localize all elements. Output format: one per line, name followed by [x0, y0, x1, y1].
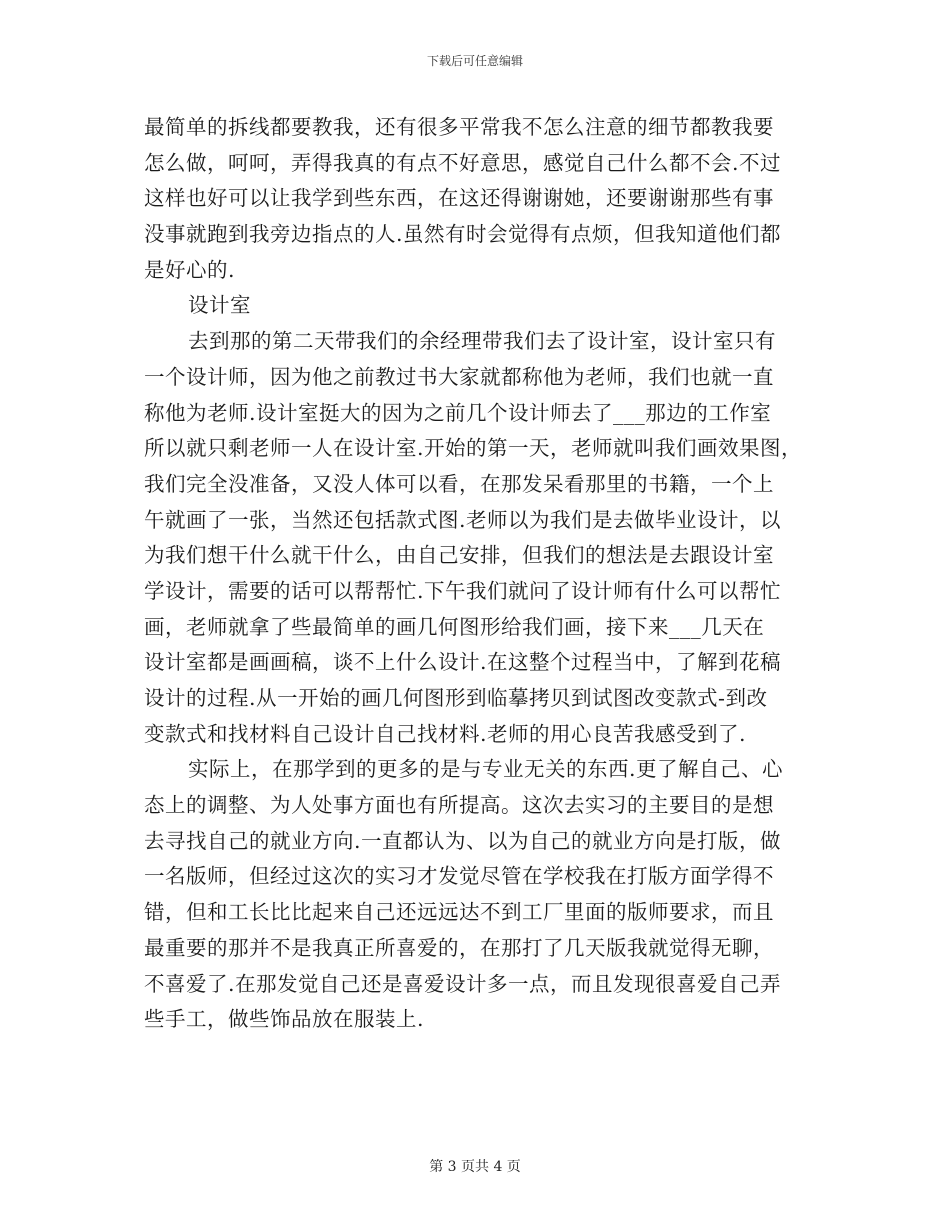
- text-line: 设计的过程.从一开始的画几何图形到临摹拷贝到试图改变款式-到改: [144, 686, 768, 710]
- text-line: 没事就跑到我旁边指点的人.虽然有时会觉得有点烦，但我知道他们都: [144, 222, 782, 247]
- text-line: 去到那的第二天带我们的余经理带我们去了设计室，设计室只有: [188, 329, 776, 354]
- text-line: 态上的调整、为人处事方面也有所提高。这次去实习的主要目的是想: [144, 793, 774, 818]
- text-line: 变款式和找材料自己设计自己找材料.老师的用心良苦我感受到了.: [144, 721, 747, 746]
- section-heading: 设计室: [188, 293, 251, 318]
- text-line: 去寻找自己的就业方向.一直都认为、以为自己的就业方向是打版，做: [144, 828, 782, 853]
- text-line: 设计室都是画画稿，谈不上什么设计.在这整个过程当中，了解到花稿: [144, 650, 782, 675]
- text-line: 一名版师，但经过这次的实习才发觉尽管在学校我在打版方面学得不: [144, 864, 774, 889]
- text-line: 实际上，在那学到的更多的是与专业无关的东西.更了解自己、心: [188, 757, 784, 782]
- page-number: 第 3 页共 4 页: [429, 1159, 521, 1175]
- text-line: 最重要的那并不是我真正所喜爱的，在那打了几天版我就觉得无聊，: [144, 935, 774, 960]
- text-line: 画，老师就拿了些最简单的画几何图形给我们画，接下来___几天在: [144, 614, 765, 639]
- text-line: 错，但和工长比比起来自己还远远达不到工厂里面的版师要求，而且: [144, 900, 774, 925]
- page-header: 下载后可任意编辑: [426, 54, 523, 68]
- text-line: 不喜爱了.在那发觉自己还是喜爱设计多一点，而且发现很喜爱自己弄: [144, 971, 782, 996]
- text-line: 学设计，需要的话可以帮帮忙.下午我们就问了设计师有什么可以帮忙: [144, 578, 782, 603]
- text-line: 为我们想干什么就干什么，由自己安排，但我们的想法是去跟设计室: [144, 543, 774, 568]
- text-line: 所以就只剩老师一人在设计室.开始的第一天，老师就叫我们画效果图，: [144, 436, 803, 461]
- text-line: 我们完全没准备，又没人体可以看，在那发呆看那里的书籍，一个上: [144, 471, 774, 496]
- text-line: 是好心的.: [144, 257, 236, 282]
- document-body: [144, 110, 814, 1038]
- text-line: 一个设计师，因为他之前教过书大家就都称他为老师，我们也就一直: [144, 364, 774, 389]
- text-line: 称他为老师.设计室挺大的因为之前几个设计师去了___那边的工作室: [144, 400, 772, 425]
- text-line: 午就画了一张，当然还包括款式图.老师以为我们是去做毕业设计，以: [144, 507, 782, 532]
- text-line: 最简单的拆线都要教我，还有很多平常我不怎么注意的细节都教我要: [144, 115, 774, 139]
- text-line: 些手工，做些饰品放在服装上.: [144, 1007, 425, 1032]
- text-line: 这样也好可以让我学到些东西，在这还得谢谢她，还要谢谢那些有事: [144, 186, 774, 211]
- text-line: 怎么做，呵呵，弄得我真的有点不好意思，感觉自己什么都不会.不过: [144, 150, 782, 175]
